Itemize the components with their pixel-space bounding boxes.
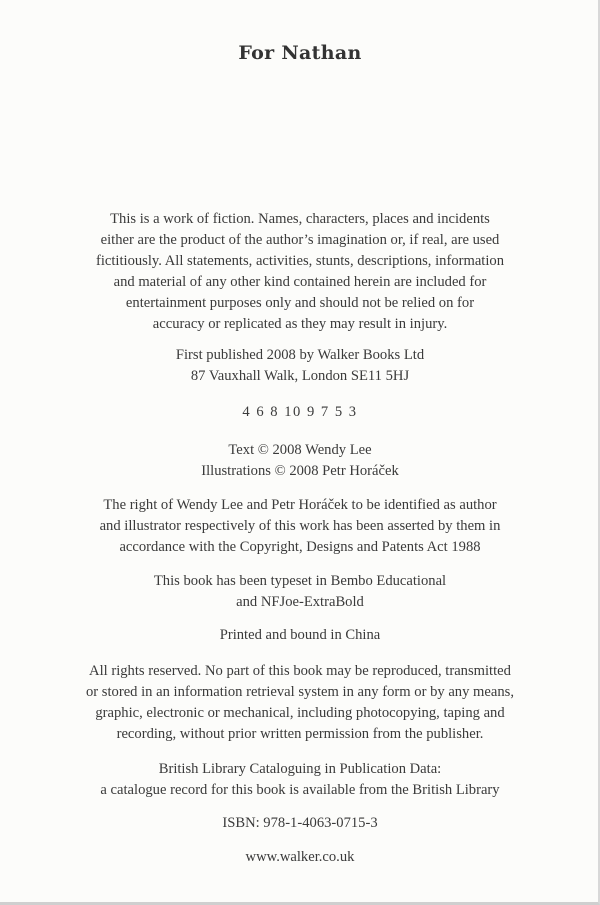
cataloguing-line: a catalogue record for this book is available from the British Library: [100, 782, 500, 798]
rights-reserved-line: recording, without prior written permission from the publisher.: [116, 726, 484, 742]
print-run-numbers: 4 6 8 10 9 7 5 3: [242, 404, 358, 420]
publication-info: [60, 345, 540, 387]
dedication: For Nathan: [238, 42, 362, 64]
moral-rights-line: and illustrator respectively of this work has been asserted by them in: [99, 518, 501, 534]
publisher-address: 87 Vauxhall Walk, London SE11 5HJ: [190, 368, 410, 384]
isbn: ISBN: 978-1-4063-0715-3: [222, 815, 378, 831]
fiction-disclaimer: [60, 209, 540, 335]
disclaimer-line: fictitiously. All statements, activities, stunts, descriptions, information: [95, 253, 505, 269]
typeset-line: and NFJoe-ExtraBold: [236, 594, 364, 610]
typeset-line: This book has been typeset in Bembo Educational: [153, 573, 447, 589]
copyright-notice: [60, 440, 540, 482]
rights-reserved-line: or stored in an information retrieval system in any form or by any means,: [86, 684, 514, 700]
rights-reserved-statement: [60, 661, 540, 745]
moral-rights-line: The right of Wendy Lee and Petr Horáček to be identified as author: [103, 497, 497, 513]
moral-rights-line: accordance with the Copyright, Designs and Patents Act 1988: [119, 539, 481, 555]
disclaimer-line: This is a work of fiction. Names, characters, places and incidents: [110, 211, 490, 227]
cataloguing-data: [60, 759, 540, 801]
cataloguing-line: British Library Cataloguing in Publication Data:: [158, 761, 442, 777]
rights-reserved-line: graphic, electronic or mechanical, including photocopying, taping and: [95, 705, 505, 721]
rights-reserved-line: All rights reserved. No part of this book may be reproduced, transmitted: [89, 663, 511, 679]
publisher-website: www.walker.co.uk: [245, 849, 355, 865]
text-copyright: Text © 2008 Wendy Lee: [228, 442, 372, 458]
illustrations-copyright: Illustrations © 2008 Petr Horáček: [201, 463, 399, 479]
disclaimer-line: and material of any other kind contained herein are included for: [113, 274, 487, 290]
moral-rights-statement: [60, 495, 540, 558]
disclaimer-line: entertainment purposes only and should not be relied on for: [125, 295, 475, 311]
disclaimer-line: accuracy or replicated as they may result in injury.: [152, 316, 448, 332]
first-published: First published 2008 by Walker Books Ltd: [175, 347, 425, 363]
printed-in: Printed and bound in China: [219, 627, 381, 643]
disclaimer-line: either are the product of the author’s imagination or, if real, are used: [100, 232, 500, 248]
typeset-info: [60, 571, 540, 613]
